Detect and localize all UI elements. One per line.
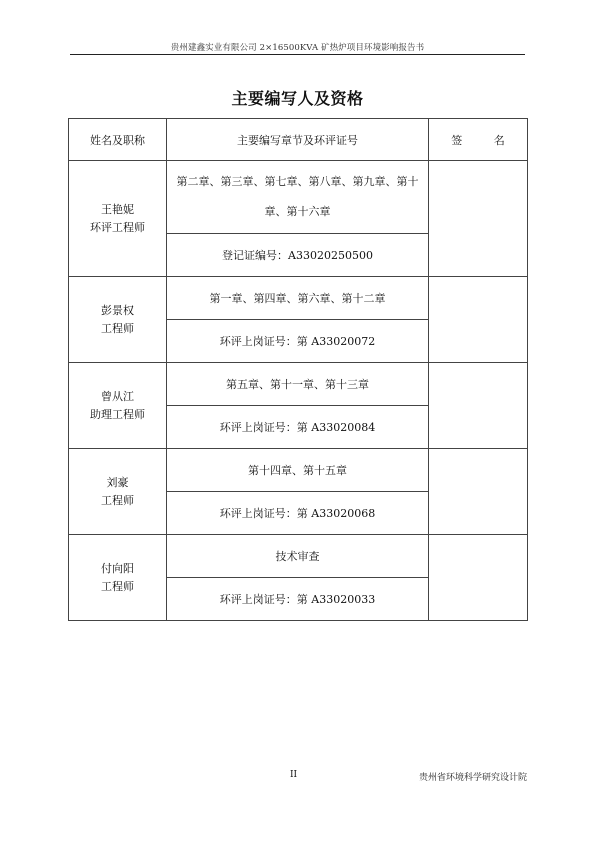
person-name: 付向阳: [101, 561, 134, 575]
page-title: 主要编写人及资格: [231, 89, 364, 108]
header-rule: [70, 54, 525, 55]
chapters-cell: 第十四章、第十五章: [167, 449, 429, 492]
staff-qualification-table: [68, 118, 528, 621]
person-title: 环评工程师: [90, 220, 145, 234]
person-name: 刘豪: [106, 475, 129, 489]
chapters-cell: 第五章、第十一章、第十三章: [167, 363, 429, 406]
footer-organization: 贵州省环境科学研究设计院: [418, 773, 527, 783]
header-chapters: 主要编写章节及环评证号: [167, 119, 429, 161]
table-row: [69, 277, 528, 320]
table-row: [69, 363, 528, 406]
name-cell: [69, 363, 167, 449]
person-title: 助理工程师: [90, 407, 145, 421]
header-signature: 签 名: [429, 119, 528, 161]
cert-cell: 环评上岗证号：第 A33020033: [167, 578, 429, 621]
person-title: 工程师: [101, 493, 134, 507]
running-header: 贵州建鑫实业有限公司 2×16500KVA 矿热炉项目环境影响报告书: [170, 43, 425, 53]
header-name-title: 姓名及职称: [69, 119, 167, 161]
signature-cell: [429, 449, 528, 535]
table-row: [69, 161, 528, 234]
name-cell: [69, 535, 167, 621]
table-header-row: [69, 119, 528, 161]
cert-cell: 环评上岗证号：第 A33020084: [167, 406, 429, 449]
cert-cell: 环评上岗证号：第 A33020072: [167, 320, 429, 363]
signature-cell: [429, 535, 528, 621]
cert-cell: 登记证编号：A33020250500: [167, 234, 429, 277]
page-number: II: [290, 770, 298, 780]
table-row: [69, 449, 528, 492]
signature-cell: [429, 277, 528, 363]
name-cell: [69, 449, 167, 535]
name-cell: [69, 161, 167, 277]
cert-cell: 环评上岗证号：第 A33020068: [167, 492, 429, 535]
signature-cell: [429, 161, 528, 277]
name-cell: [69, 277, 167, 363]
signature-cell: [429, 363, 528, 449]
chapters-cell: 技术审查: [167, 535, 429, 578]
person-title: 工程师: [101, 579, 134, 593]
person-name: 王艳妮: [101, 202, 134, 216]
chapters-cell: 第一章、第四章、第六章、第十二章: [167, 277, 429, 320]
person-name: 曾从江: [101, 389, 134, 403]
chapters-cell: 第二章、第三章、第七章、第八章、第九章、第十章、第十六章: [167, 161, 429, 234]
table-row: [69, 535, 528, 578]
person-name: 彭景权: [101, 303, 134, 317]
person-title: 工程师: [101, 321, 134, 335]
